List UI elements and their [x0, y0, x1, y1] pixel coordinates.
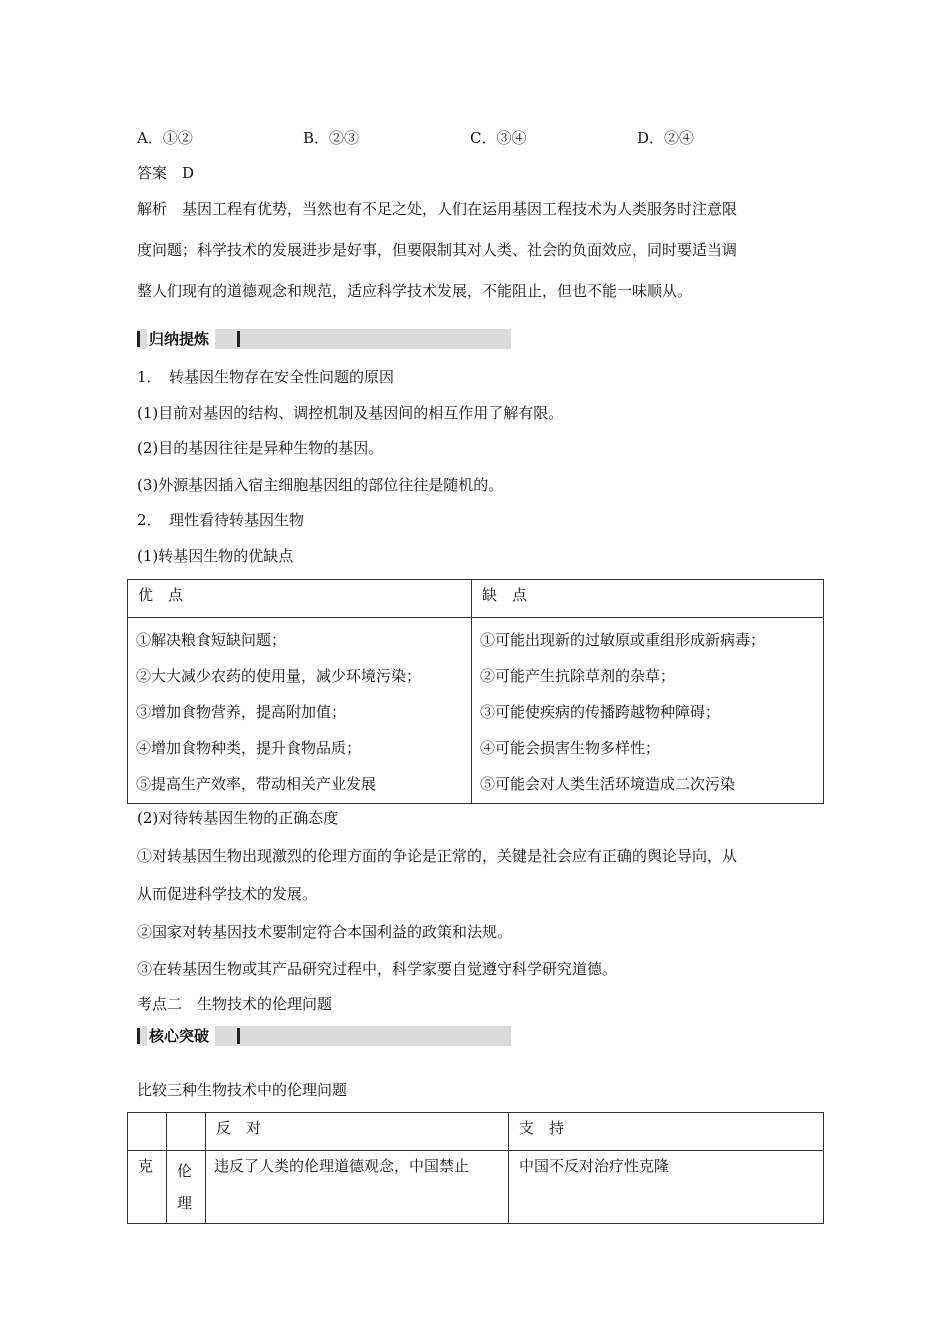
- analysis-line-2: 度问题；科学技术的发展进步是好事，但要限制其对人类、社会的负面效应，同时要适当调: [137, 241, 738, 259]
- option-d: D．②④: [637, 129, 695, 147]
- section-title-summary: 归纳提炼: [147, 329, 215, 349]
- pros-item: ⑤提高生产效率，带动相关产业发展: [136, 775, 377, 793]
- summary-line-3: (2)目的基因往往是异种生物的基因。: [137, 439, 384, 457]
- analysis-line-1: 解析 基因工程有优势，当然也有不足之处，人们在运用基因工程技术为人类服务时注意限: [137, 200, 738, 218]
- pros-item: ①解决粮食短缺问题；: [136, 631, 287, 649]
- ethics-support-cell: 中国不反对治疗性克隆: [509, 1151, 824, 1224]
- section-bar-summary: [137, 329, 511, 349]
- pros-cons-table: [127, 579, 824, 804]
- pros-cell: [128, 618, 472, 804]
- cons-item: ①可能出现新的过敏原或重组形成新病毒；: [480, 631, 766, 649]
- summary-line-1: 1． 转基因生物存在安全性问题的原因: [137, 368, 395, 386]
- ethics-row-label-2: 伦 理: [167, 1151, 206, 1224]
- cons-item: ③可能使疾病的传播跨越物种障碍；: [480, 703, 721, 721]
- section-bar-core: [137, 1026, 511, 1046]
- attitude-line-3: 从而促进科学技术的发展。: [137, 885, 318, 903]
- attitude-line-5: ③在转基因生物或其产品研究过程中，科学家要自觉遵守科学研究道德。: [137, 960, 618, 978]
- ethics-header-support: 支 持: [509, 1113, 824, 1151]
- attitude-line-1: (2)对待转基因生物的正确态度: [137, 809, 339, 827]
- option-b: B．②③: [303, 129, 360, 147]
- section-title-core: 核心突破: [147, 1026, 215, 1046]
- answer: 答案 D: [137, 164, 195, 182]
- attitude-line-2: ①对转基因生物出现激烈的伦理方面的争论是正常的，关键是社会应有正确的舆论导向，从: [137, 847, 738, 865]
- ethics-row-label-1: 克: [128, 1151, 167, 1224]
- ethics-oppose-cell: 违反了人类的伦理道德观念，中国禁止: [206, 1151, 509, 1224]
- cons-item: ④可能会损害生物多样性；: [480, 739, 661, 757]
- compare-title: 比较三种生物技术中的伦理问题: [137, 1081, 348, 1099]
- pros-item: ②大大减少农药的使用量，减少环境污染；: [136, 667, 422, 685]
- cons-item: ⑤可能会对人类生活环境造成二次污染: [480, 775, 736, 793]
- pros-item: ③增加食物营养，提高附加值；: [136, 703, 347, 721]
- option-a: A．①②: [137, 129, 193, 147]
- summary-line-4: (3)外源基因插入宿主细胞基因组的部位往往是随机的。: [137, 476, 504, 494]
- ethics-header-oppose: 反 对: [206, 1113, 509, 1151]
- attitude-line-4: ②国家对转基因技术要制定符合本国利益的政策和法规。: [137, 923, 513, 941]
- pros-item: ④增加食物种类，提升食物品质；: [136, 739, 362, 757]
- cons-cell: [472, 618, 824, 804]
- ethics-header-blank-1: [128, 1113, 167, 1151]
- cons-item: ②可能产生抗除草剂的杂草；: [480, 667, 676, 685]
- table-header-cons: 缺 点: [472, 580, 824, 618]
- analysis-line-3: 整人们现有的道德观念和规范，适应科学技术发展，不能阻止，但也不能一味顺从。: [137, 282, 693, 300]
- ethics-table: [127, 1112, 824, 1224]
- ethics-header-blank-2: [167, 1113, 206, 1151]
- summary-line-6: (1)转基因生物的优缺点: [137, 547, 294, 565]
- table-header-pros: 优 点: [128, 580, 472, 618]
- topic-heading: 考点二 生物技术的伦理问题: [137, 995, 333, 1013]
- option-c: C．③④: [470, 129, 527, 147]
- summary-line-5: 2． 理性看待转基因生物: [137, 511, 305, 529]
- summary-line-2: (1)目前对基因的结构、调控机制及基因间的相互作用了解有限。: [137, 404, 564, 422]
